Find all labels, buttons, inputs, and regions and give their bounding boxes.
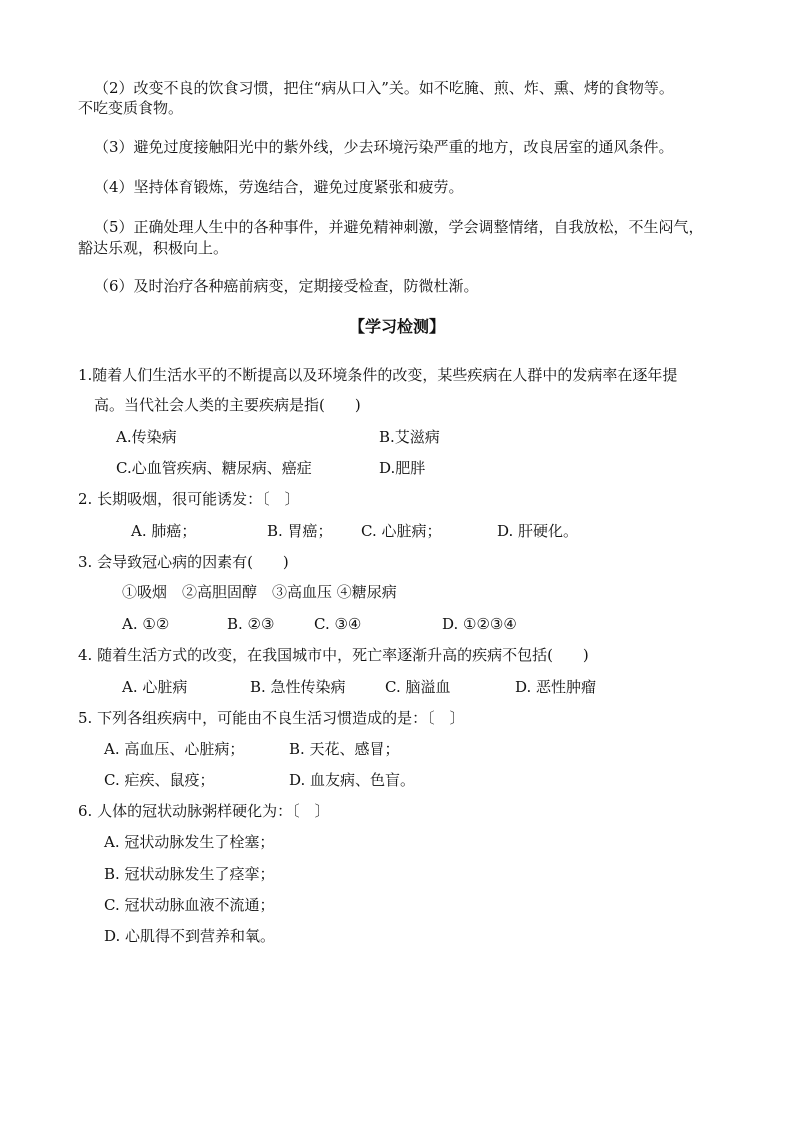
section-title: 【学习检测】 <box>348 317 445 336</box>
question-1-option-a: A.传染病 <box>116 428 177 446</box>
advice-item-3: （3）避免过度接触阳光中的紫外线，少去环境污染严重的地方，改良居室的通风条件。 <box>94 138 674 156</box>
question-6-option-a: A. 冠状动脉发生了栓塞； <box>104 833 275 851</box>
question-4-option-d: D. 恶性肿瘤 <box>515 678 597 696</box>
advice-item-2: （2）改变不良的饮食习惯，把住“病从口入”关。如不吃腌、煎、炸、熏、烤的食物等。 <box>94 79 674 97</box>
advice-item-6: （6）及时治疗各种癌前病变，定期接受检查，防微杜渐。 <box>94 277 479 295</box>
question-1-option-c: C.心血管疾病、糖尿病、癌症 <box>116 459 312 477</box>
question-3-stem: 3. 会导致冠心病的因素有( ) <box>78 553 289 571</box>
advice-item-4: （4）坚持体育锻炼，劳逸结合，避免过度紧张和疲劳。 <box>94 178 464 196</box>
question-2-option-c: C. 心脏病； <box>361 522 442 540</box>
question-3-option-a: A. ①② <box>122 615 170 633</box>
question-2-option-d: D. 肝硬化。 <box>497 522 579 540</box>
question-6-stem: 6. 人体的冠状动脉粥样硬化为：〔 〕 <box>78 802 330 820</box>
question-6-option-d: D. 心肌得不到营养和氧。 <box>104 927 276 945</box>
question-1-stem: 1.随着人们生活水平的不断提高以及环境条件的改变，某些疾病在人群中的发病率在逐年提 <box>78 366 678 384</box>
question-6-option-c: C. 冠状动脉血液不流通； <box>104 896 275 914</box>
advice-item-5-continued: 豁达乐观，积极向上。 <box>78 239 229 257</box>
question-5-option-a: A. 高血压、心脏病； <box>104 740 245 758</box>
question-4-option-a: A. 心脏病 <box>122 678 188 696</box>
question-2-option-b: B. 胃癌； <box>267 522 333 540</box>
question-5-option-c: C. 疟疾、鼠疫； <box>104 771 215 789</box>
question-3-option-d: D. ①②③④ <box>442 615 517 633</box>
question-3-option-c: C. ③④ <box>314 615 362 633</box>
question-2-option-a: A. 肺癌； <box>131 522 197 540</box>
question-5-option-b: B. 天花、感冒； <box>289 740 400 758</box>
advice-item-2-continued: 不吃变质食物。 <box>78 99 184 117</box>
question-1-option-d: D.肥胖 <box>379 459 426 477</box>
question-1-option-b: B.艾滋病 <box>379 428 440 446</box>
question-3-option-b: B. ②③ <box>227 615 275 633</box>
advice-item-5: （5）正确处理人生中的各种事件，并避免精神刺激，学会调整情绪，自我放松，不生闷气， <box>94 218 704 236</box>
question-4-option-c: C. 脑溢血 <box>385 678 451 696</box>
question-4-stem: 4. 随着生活方式的改变，在我国城市中，死亡率逐渐升高的疾病不包括( ) <box>78 646 589 664</box>
question-5-stem: 5. 下列各组疾病中，可能由不良生活习惯造成的是：〔 〕 <box>78 709 465 727</box>
question-5-option-d: D. 血友病、色盲。 <box>289 771 416 789</box>
question-6-option-b: B. 冠状动脉发生了痉挛； <box>104 865 275 883</box>
question-2-stem: 2. 长期吸烟，很可能诱发：〔 〕 <box>78 490 300 508</box>
question-3-factors: ①吸烟 ②高胆固醇 ③高血压 ④糖尿病 <box>122 583 397 601</box>
question-4-option-b: B. 急性传染病 <box>250 678 346 696</box>
question-1-stem-continued: 高。当代社会人类的主要疾病是指( ) <box>94 396 361 414</box>
